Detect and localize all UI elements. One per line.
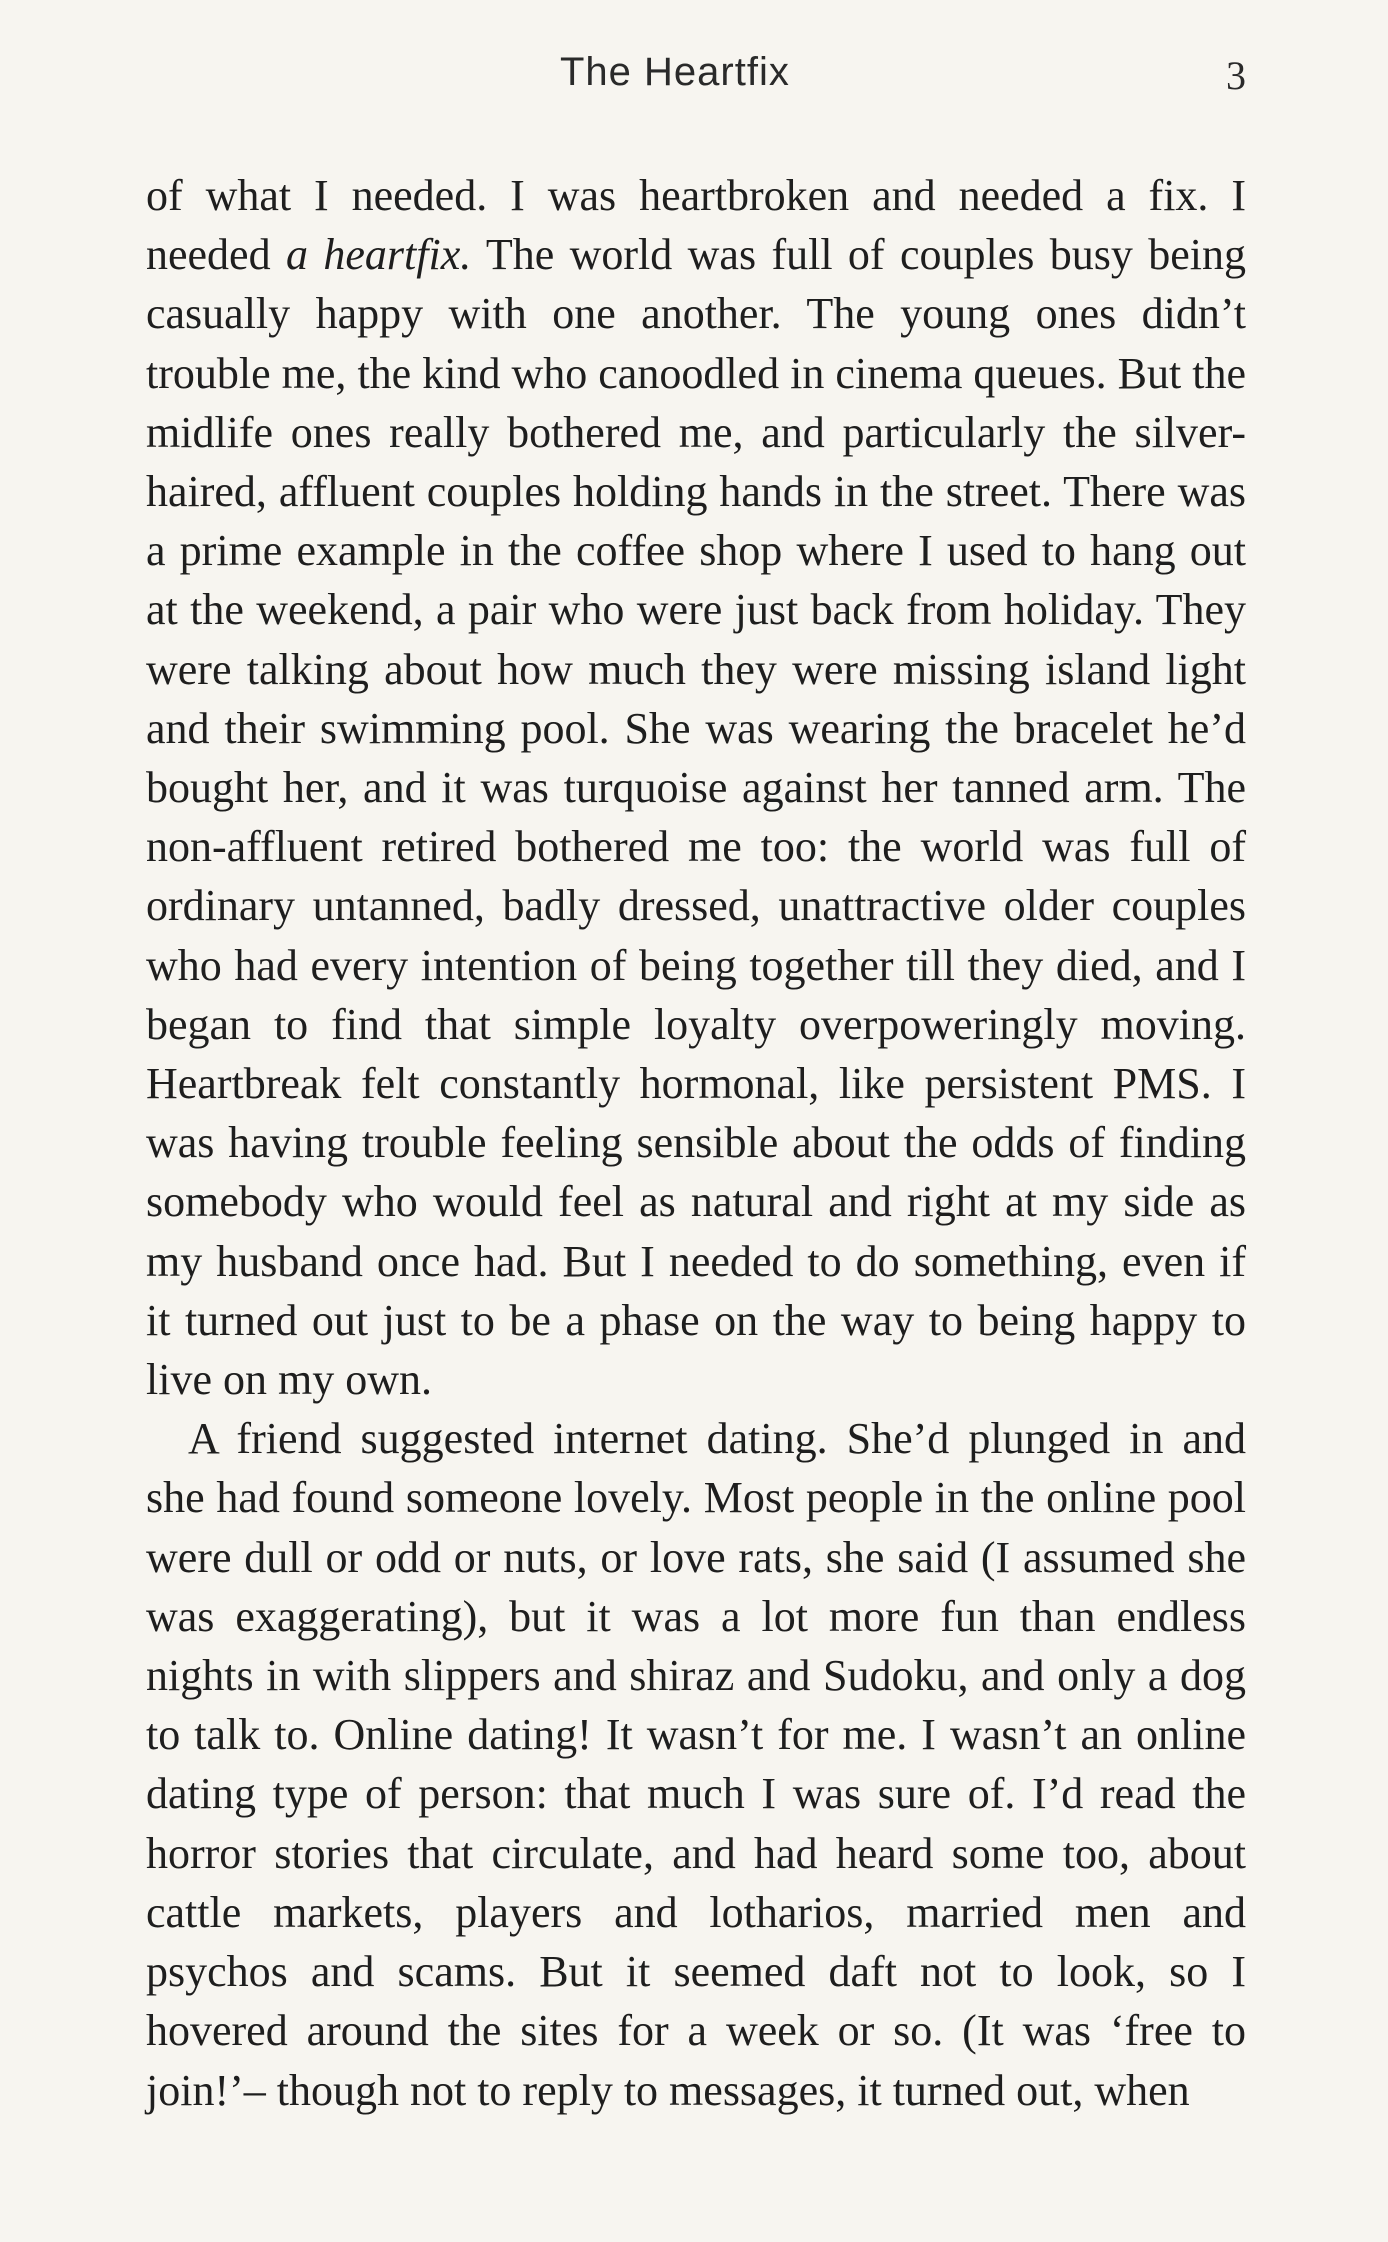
emphasis-text: a heartfix. xyxy=(285,230,472,280)
body-text xyxy=(146,166,1246,2120)
running-title: The Heartfix xyxy=(560,50,790,94)
page-number: 3 xyxy=(1226,53,1246,98)
paragraph-text: The world was full of couples busy being casually happy with one another. The young ones didn’t trouble me, the kind who canoodled in cinema queues. But the midlife ones really bothered me, and particularly the silver-haired, affluent couples holding hands in the street. There was a prime example in the coffee shop where I used to hang out at the weekend, a pair who were just back from holiday. They were talking about how much they were missing island light and their swimming pool. She was wearing the bracelet he’d bought her, and it was turquoise against her tanned arm. The non-affluent retired bothered me too: the world was full of ordinary untanned, badly dressed, unattractive older couples who had every intention of being together till they died, and I began to find that simple loyalty overpoweringly moving. Heartbreak felt constantly hormonal, like persistent PMS. I was having trouble feeling sensible about the odds of finding somebody who would feel as natural and right at my side as my husband once had. But I needed to do something, even if it turned out just to be a phase on the way to being happy to live on my own. xyxy=(146,230,1247,1405)
paragraph-text: of what I needed. I was heartbroken and needed a fix. I needed xyxy=(146,171,1246,280)
paragraph: A friend suggested internet dating. She’d plunged in and she had found someone lovely. Most people in the online pool were dull or odd or nuts, or love rats, she said (I assumed she was exaggerating), but it was a lot more fun than endless nights in with slippers and shiraz and Sudoku, and only a dog to talk to. Online dating! It wasn’t for me. I wasn’t an online dating type of person: that much I was sure of. I’d read the horror stories that circulate, and had heard some too, about cattle markets, players and lotharios, married men and psychos and scams. But it seemed daft not to look, so I hovered around the sites for a week or so. (It was ‘free to join!’– though not to reply to messages, it turned out, when xyxy=(146,1414,1246,2115)
paragraph xyxy=(146,166,1246,1409)
running-header xyxy=(0,50,1388,110)
